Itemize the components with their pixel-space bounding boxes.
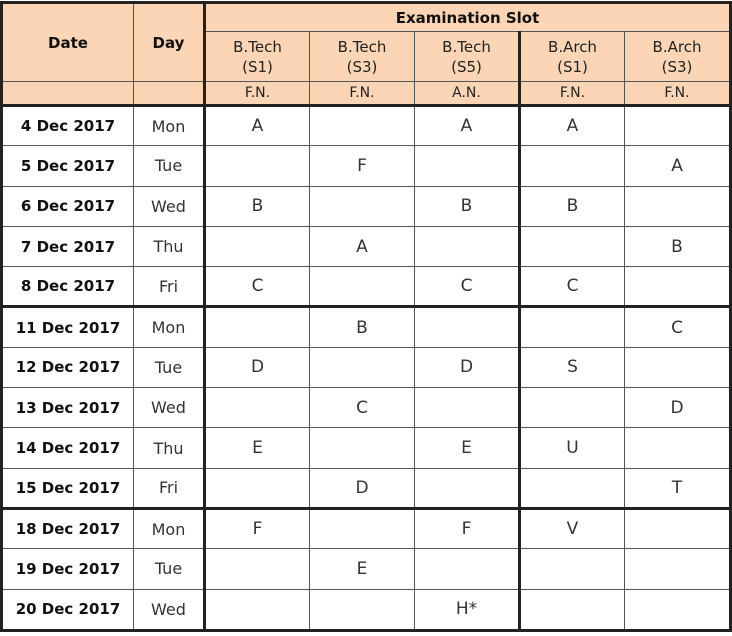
- day-cell: Tue: [134, 347, 205, 387]
- date-cell: 18 Dec 2017: [3, 508, 134, 548]
- program-header: [415, 32, 520, 82]
- slot-cell: [205, 388, 310, 428]
- slot-cell: S: [520, 347, 625, 387]
- slot-cell: [520, 226, 625, 266]
- slot-cell: T: [625, 468, 730, 508]
- slot-cell: B: [625, 226, 730, 266]
- slot-cell: A: [415, 106, 520, 146]
- slot-cell: A: [625, 146, 730, 186]
- program-semester: (S3): [346, 57, 378, 76]
- date-column-header: Date: [3, 4, 134, 82]
- slot-cell: [205, 146, 310, 186]
- date-cell: 6 Dec 2017: [3, 186, 134, 226]
- slot-cell: [625, 508, 730, 548]
- program-semester: (S1): [557, 57, 588, 76]
- slot-cell: [415, 468, 520, 508]
- slot-cell: C: [205, 267, 310, 307]
- slot-cell: [625, 549, 730, 589]
- slot-cell: D: [415, 347, 520, 387]
- slot-cell: B: [415, 186, 520, 226]
- slot-cell: [520, 549, 625, 589]
- table-row: [3, 347, 730, 387]
- slot-cell: E: [415, 428, 520, 468]
- table-row: [3, 106, 730, 146]
- date-cell: 12 Dec 2017: [3, 347, 134, 387]
- date-cell: 13 Dec 2017: [3, 388, 134, 428]
- slot-cell: [520, 388, 625, 428]
- slot-cell: [205, 468, 310, 508]
- slot-cell: U: [520, 428, 625, 468]
- date-subheader-blank: [3, 82, 134, 106]
- program-header: [310, 32, 415, 82]
- timetable-body: [3, 106, 730, 630]
- slot-cell: F: [310, 146, 415, 186]
- slot-cell: [625, 106, 730, 146]
- program-header: [625, 32, 730, 82]
- date-cell: 11 Dec 2017: [3, 307, 134, 347]
- table-row: [3, 388, 730, 428]
- day-cell: Thu: [134, 226, 205, 266]
- slot-cell: C: [310, 388, 415, 428]
- table-row: [3, 508, 730, 548]
- day-cell: Wed: [134, 589, 205, 629]
- day-cell: Tue: [134, 146, 205, 186]
- slot-cell: C: [625, 307, 730, 347]
- program-name: B.Arch: [548, 37, 597, 56]
- session-label: F.N.: [310, 82, 415, 106]
- program-name: B.Tech: [442, 37, 491, 56]
- slot-cell: E: [205, 428, 310, 468]
- slot-cell: [415, 307, 520, 347]
- slot-cell: F: [205, 508, 310, 548]
- slot-cell: [205, 307, 310, 347]
- slot-cell: D: [625, 388, 730, 428]
- program-semester: (S1): [242, 57, 273, 76]
- slot-cell: [310, 589, 415, 629]
- slot-cell: [520, 146, 625, 186]
- slot-cell: D: [205, 347, 310, 387]
- slot-cell: [625, 186, 730, 226]
- slot-cell: A: [310, 226, 415, 266]
- slot-cell: [205, 226, 310, 266]
- day-cell: Mon: [134, 307, 205, 347]
- slot-cell: [415, 549, 520, 589]
- slot-cell: A: [520, 106, 625, 146]
- day-column-header: Day: [134, 4, 205, 82]
- session-label: F.N.: [520, 82, 625, 106]
- program-name: B.Arch: [652, 37, 702, 56]
- slot-cell: [520, 307, 625, 347]
- date-cell: 19 Dec 2017: [3, 549, 134, 589]
- slot-cell: [415, 388, 520, 428]
- date-cell: 20 Dec 2017: [3, 589, 134, 629]
- table-row: [3, 146, 730, 186]
- slot-cell: H*: [415, 589, 520, 629]
- table-row: [3, 428, 730, 468]
- table-row: [3, 226, 730, 266]
- program-header: [205, 32, 310, 82]
- slot-cell: E: [310, 549, 415, 589]
- program-semester: (S5): [451, 57, 482, 76]
- slot-cell: [625, 428, 730, 468]
- table-row: [3, 589, 730, 629]
- slot-cell: [625, 347, 730, 387]
- date-cell: 5 Dec 2017: [3, 146, 134, 186]
- date-cell: 15 Dec 2017: [3, 468, 134, 508]
- table-row: [3, 468, 730, 508]
- day-cell: Mon: [134, 508, 205, 548]
- day-cell: Wed: [134, 186, 205, 226]
- slot-cell: [310, 106, 415, 146]
- slot-cell: B: [205, 186, 310, 226]
- slot-cell: A: [205, 106, 310, 146]
- exam-timetable: [2, 3, 730, 630]
- slot-cell: C: [415, 267, 520, 307]
- slot-cell: [310, 428, 415, 468]
- day-cell: Fri: [134, 468, 205, 508]
- session-label: A.N.: [415, 82, 520, 106]
- slot-cell: V: [520, 508, 625, 548]
- day-cell: Thu: [134, 428, 205, 468]
- slot-cell: [520, 589, 625, 629]
- day-subheader-blank: [134, 82, 205, 106]
- table-row: [3, 549, 730, 589]
- table-row: [3, 267, 730, 307]
- day-cell: Fri: [134, 267, 205, 307]
- day-cell: Mon: [134, 106, 205, 146]
- date-cell: 7 Dec 2017: [3, 226, 134, 266]
- slot-cell: B: [520, 186, 625, 226]
- slot-cell: [625, 267, 730, 307]
- session-label: F.N.: [205, 82, 310, 106]
- date-cell: 8 Dec 2017: [3, 267, 134, 307]
- slot-cell: B: [310, 307, 415, 347]
- session-label: F.N.: [625, 82, 730, 106]
- slot-cell: C: [520, 267, 625, 307]
- slot-cell: [625, 589, 730, 629]
- slot-cell: [310, 186, 415, 226]
- day-cell: Wed: [134, 388, 205, 428]
- slot-cell: [310, 508, 415, 548]
- program-header: [520, 32, 625, 82]
- table-row: [3, 307, 730, 347]
- examination-slot-header: Examination Slot: [205, 4, 730, 32]
- slot-cell: [415, 146, 520, 186]
- program-semester: (S3): [661, 57, 693, 76]
- program-name: B.Tech: [337, 37, 387, 56]
- slot-cell: [310, 347, 415, 387]
- slot-cell: [205, 589, 310, 629]
- table-row: [3, 186, 730, 226]
- program-name: B.Tech: [233, 37, 282, 56]
- day-cell: Tue: [134, 549, 205, 589]
- date-cell: 4 Dec 2017: [3, 106, 134, 146]
- slot-cell: [415, 226, 520, 266]
- slot-cell: F: [415, 508, 520, 548]
- slot-cell: [310, 267, 415, 307]
- slot-cell: [520, 468, 625, 508]
- slot-cell: D: [310, 468, 415, 508]
- slot-cell: [205, 549, 310, 589]
- date-cell: 14 Dec 2017: [3, 428, 134, 468]
